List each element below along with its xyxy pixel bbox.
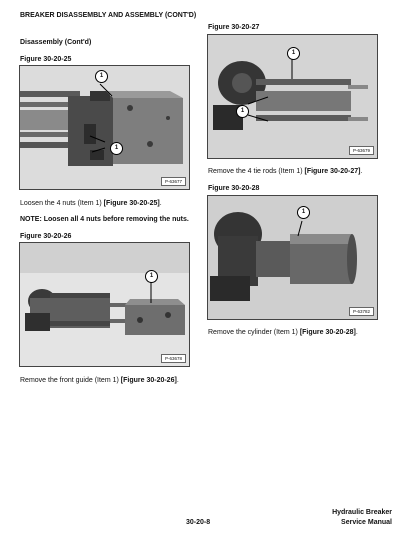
figure-reference: [Figure 30-20-27] (304, 168, 361, 175)
manual-title-line-1: Hydraulic Breaker (332, 509, 392, 516)
page-title: BREAKER DISASSEMBLY AND ASSEMBLY (CONT'D) (20, 12, 197, 19)
caption-figure-27: Remove the 4 tie rods (Item 1) [Figure 30-20-27]. (208, 168, 363, 175)
figure-27-label: Figure 30-20-27 (208, 24, 260, 31)
figure-25-photo (19, 65, 190, 190)
callout-item-1: 1 (145, 270, 158, 283)
section-subtitle: Disassembly (Cont'd) (20, 39, 92, 46)
caption-figure-26: Remove the front guide (Item 1) [Figure 30-20-26]. (20, 377, 179, 384)
caption-figure-28: Remove the cylinder (Item 1) [Figure 30-20-28]. (208, 329, 358, 336)
figure-25-label: Figure 30-20-25 (20, 56, 72, 63)
manual-title-line-2: Service Manual (341, 519, 392, 526)
callout-item-1: 1 (287, 47, 300, 60)
figure-reference: [Figure 30-20-28] (299, 329, 356, 336)
caption-figure-25: Loosen the 4 nuts (Item 1) [Figure 30-20-25]. (20, 200, 162, 207)
photo-id: P-63679 (349, 146, 374, 155)
callout-item-1: 1 (297, 206, 310, 219)
figure-28-label: Figure 30-20-28 (208, 185, 260, 192)
photo-id: P-63782 (349, 307, 374, 316)
figure-26-image (20, 243, 189, 366)
page-number: 30-20-8 (186, 519, 211, 526)
photo-id: P-63678 (161, 354, 186, 363)
figure-28-image (208, 196, 377, 319)
callout-item-1: 1 (236, 105, 249, 118)
callout-item-1: 1 (110, 142, 123, 155)
figure-reference: [Figure 30-20-26] (120, 377, 177, 384)
figure-reference: [Figure 30-20-25] (103, 200, 160, 207)
figure-26-label: Figure 30-20-26 (20, 233, 72, 240)
figure-27-photo (207, 34, 378, 159)
photo-id: P-63677 (161, 177, 186, 186)
figure-25-image (20, 66, 189, 189)
figure-26-photo (19, 242, 190, 367)
note-text: NOTE: Loosen all 4 nuts before removing the nuts. (20, 216, 189, 223)
figure-28-photo (207, 195, 378, 320)
callout-item-1: 1 (95, 70, 108, 83)
